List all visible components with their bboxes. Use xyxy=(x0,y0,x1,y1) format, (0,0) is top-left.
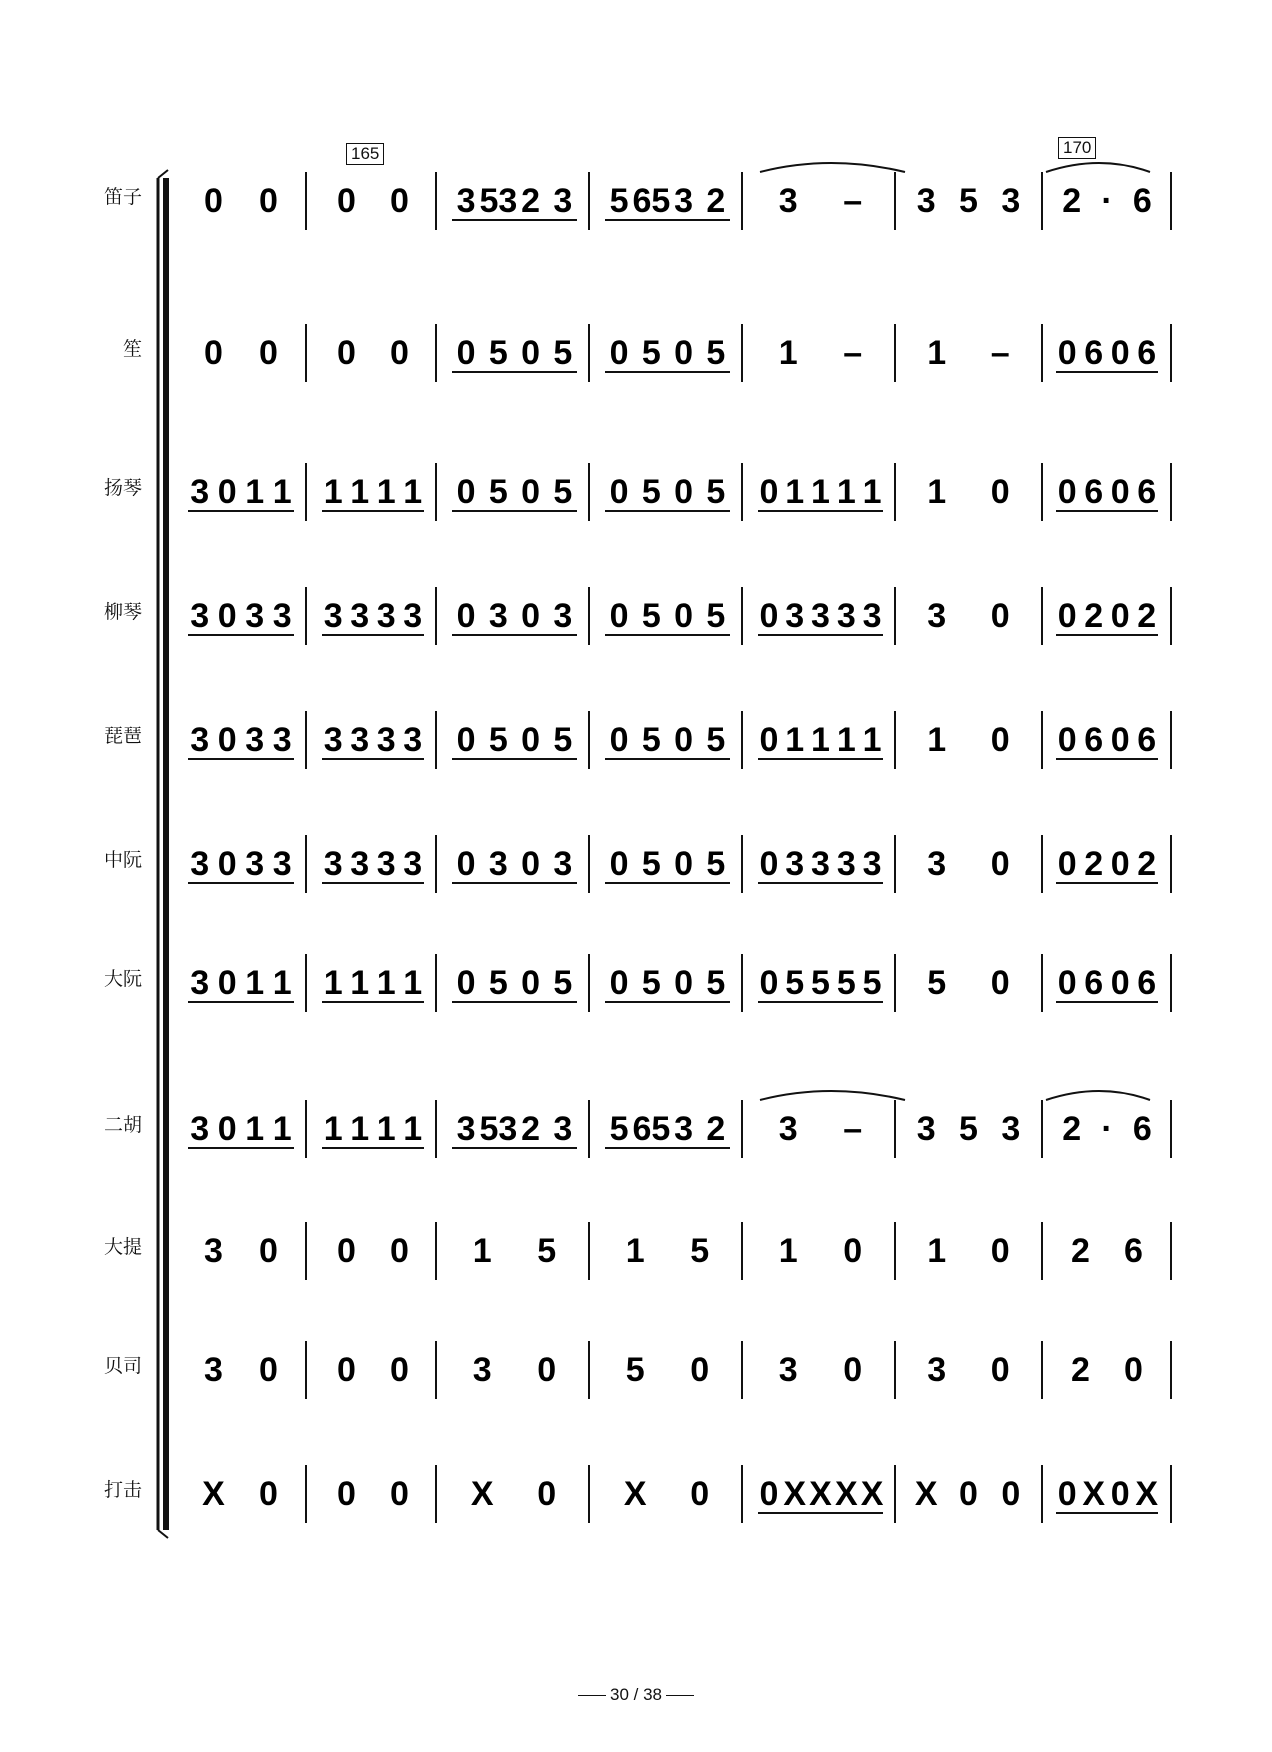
note: 0 xyxy=(759,597,779,635)
note: 5 xyxy=(553,721,573,759)
note: 6 xyxy=(1137,721,1157,759)
note: 5 xyxy=(553,473,573,511)
note: 3 xyxy=(376,721,396,759)
note: 3 xyxy=(272,845,292,883)
note: 5 xyxy=(706,473,726,511)
note: 0 xyxy=(990,473,1010,511)
rehearsal-mark-170: 170 xyxy=(1058,137,1096,159)
note: 0 xyxy=(990,1351,1010,1389)
note: 3 xyxy=(245,597,265,635)
note: 2 xyxy=(706,1110,726,1148)
note: 0 xyxy=(609,597,629,635)
note: 5 xyxy=(959,182,978,220)
note: 1 xyxy=(323,964,343,1002)
note: 0 xyxy=(990,721,1010,759)
note: 0 xyxy=(674,334,694,372)
note: 53 xyxy=(479,1110,518,1148)
note: 0 xyxy=(537,1351,557,1389)
note: 3 xyxy=(323,721,343,759)
note: 1 xyxy=(862,473,882,511)
note: 5 xyxy=(811,964,830,1002)
note: 5 xyxy=(625,1351,645,1389)
note: 3 xyxy=(204,1232,223,1270)
note: 0 xyxy=(843,1351,863,1389)
note: 1 xyxy=(927,334,947,372)
note: 3 xyxy=(927,1351,947,1389)
note: 3 xyxy=(456,1110,476,1148)
note: 3 xyxy=(778,182,798,220)
note: 3 xyxy=(811,845,830,883)
note: 3 xyxy=(190,964,210,1002)
instrument-label: 笛子 xyxy=(103,186,142,208)
note: 5 xyxy=(609,1110,629,1148)
note: 0 xyxy=(259,1475,278,1513)
note: 1 xyxy=(350,473,370,511)
bracket-top xyxy=(158,170,168,178)
instrument-label: 扬琴 xyxy=(103,477,142,499)
note: 0 xyxy=(609,721,629,759)
note: X xyxy=(783,1475,807,1513)
note: 3 xyxy=(376,845,396,883)
note: 2 xyxy=(1137,845,1157,883)
note: 3 xyxy=(553,1110,573,1148)
note: 1 xyxy=(272,964,292,1002)
note: – xyxy=(843,1110,863,1148)
note: 3 xyxy=(350,721,370,759)
slur xyxy=(1046,163,1150,172)
note: 5 xyxy=(641,334,661,372)
instrument-label: 贝司 xyxy=(103,1355,142,1377)
note: 6 xyxy=(1132,1110,1152,1148)
note: 3 xyxy=(190,597,210,635)
note: 6 xyxy=(1137,473,1157,511)
note: 0 xyxy=(337,334,356,372)
note: 1 xyxy=(323,473,343,511)
note: 3 xyxy=(778,1351,798,1389)
note: X xyxy=(202,1475,225,1513)
note: 0 xyxy=(1057,964,1077,1002)
note: 1 xyxy=(403,473,423,511)
note: X xyxy=(860,1475,884,1513)
note: 0 xyxy=(690,1351,710,1389)
note: 5 xyxy=(641,597,661,635)
note: 6 xyxy=(1124,1232,1143,1270)
note: 1 xyxy=(836,721,856,759)
note: 0 xyxy=(456,845,476,883)
note: 3 xyxy=(836,845,856,883)
note: 0 xyxy=(217,597,237,635)
note: 0 xyxy=(1110,334,1130,372)
note: 0 xyxy=(521,721,541,759)
note: X xyxy=(834,1475,858,1513)
note: 3 xyxy=(927,597,947,635)
note: 0 xyxy=(843,1232,863,1270)
note: 0 xyxy=(759,721,779,759)
note: X xyxy=(914,1475,938,1513)
page-footer xyxy=(0,1685,1272,1705)
note: 0 xyxy=(990,964,1010,1002)
note: 0 xyxy=(204,182,223,220)
note: 0 xyxy=(1110,845,1130,883)
instrument-label: 中阮 xyxy=(103,849,142,871)
note: 0 xyxy=(456,721,476,759)
note: 3 xyxy=(553,182,573,220)
note: X xyxy=(1135,1475,1159,1513)
note: 1 xyxy=(836,473,856,511)
note: 0 xyxy=(609,845,629,883)
note: 3 xyxy=(272,721,292,759)
note: 1 xyxy=(785,473,805,511)
note: – xyxy=(990,334,1010,372)
note: 5 xyxy=(641,473,661,511)
note: 2 xyxy=(1062,1110,1082,1148)
note: 3 xyxy=(488,845,508,883)
note: 0 xyxy=(1124,1351,1143,1389)
note: · xyxy=(1101,1110,1113,1148)
note: 5 xyxy=(927,964,947,1002)
note: 0 xyxy=(217,1110,237,1148)
note: 5 xyxy=(488,964,508,1002)
note: 65 xyxy=(632,182,671,220)
note: 0 xyxy=(390,1475,409,1513)
note: 0 xyxy=(337,1351,356,1389)
note: 1 xyxy=(403,1110,423,1148)
note: 0 xyxy=(390,1232,409,1270)
note: 1 xyxy=(778,1232,798,1270)
note: 5 xyxy=(537,1232,557,1270)
note: 5 xyxy=(641,721,661,759)
note: 0 xyxy=(990,1232,1010,1270)
note: 3 xyxy=(472,1351,492,1389)
note: 0 xyxy=(1057,334,1077,372)
note: 6 xyxy=(1137,334,1157,372)
note: 0 xyxy=(521,597,541,635)
note: 0 xyxy=(456,597,476,635)
note: 0 xyxy=(759,845,779,883)
note: 3 xyxy=(1001,1110,1021,1148)
instrument-label: 二胡 xyxy=(103,1114,142,1136)
instrument-label: 笙 xyxy=(122,338,142,360)
note: 0 xyxy=(1057,845,1077,883)
note: 0 xyxy=(537,1475,557,1513)
instrument-label: 大提 xyxy=(103,1236,142,1258)
note: 3 xyxy=(811,597,830,635)
note: 2 xyxy=(1062,182,1082,220)
note: 0 xyxy=(259,1232,278,1270)
note: 1 xyxy=(862,721,882,759)
note: 53 xyxy=(479,182,518,220)
note: 0 xyxy=(1110,1475,1130,1513)
instrument-label: 柳琴 xyxy=(103,601,142,623)
note: 0 xyxy=(759,1475,779,1513)
note: 2 xyxy=(1084,597,1104,635)
note: 3 xyxy=(376,597,396,635)
note: 5 xyxy=(488,334,508,372)
bracket-bottom xyxy=(158,1530,168,1538)
note: 0 xyxy=(674,964,694,1002)
footer-rule-right xyxy=(666,1695,694,1696)
note: 3 xyxy=(204,1351,223,1389)
note: 0 xyxy=(609,473,629,511)
note: 3 xyxy=(488,597,508,635)
note: 0 xyxy=(759,473,779,511)
note: 0 xyxy=(456,473,476,511)
note: 0 xyxy=(337,1475,356,1513)
note: 6 xyxy=(1084,334,1104,372)
note: 3 xyxy=(403,721,423,759)
note: 0 xyxy=(1001,1475,1021,1513)
note: 3 xyxy=(272,597,292,635)
note: 3 xyxy=(190,845,210,883)
note: 5 xyxy=(641,845,661,883)
note: 0 xyxy=(674,845,694,883)
note: 0 xyxy=(1110,473,1130,511)
note: 0 xyxy=(609,964,629,1002)
note: 3 xyxy=(674,1110,694,1148)
note: 5 xyxy=(488,473,508,511)
note: 5 xyxy=(553,334,573,372)
note: 5 xyxy=(488,721,508,759)
note: 1 xyxy=(376,964,396,1002)
note: 0 xyxy=(1110,597,1130,635)
note: 3 xyxy=(862,597,882,635)
note: 1 xyxy=(350,964,370,1002)
note: 3 xyxy=(916,182,936,220)
note: 0 xyxy=(259,182,278,220)
note: 0 xyxy=(609,334,629,372)
note: 3 xyxy=(456,182,476,220)
note: 0 xyxy=(1057,1475,1077,1513)
note: 0 xyxy=(1110,721,1130,759)
note: 3 xyxy=(245,845,265,883)
note: 5 xyxy=(959,1110,978,1148)
note: 0 xyxy=(390,1351,409,1389)
note: 1 xyxy=(272,1110,292,1148)
instrument-label: 大阮 xyxy=(103,968,142,990)
note: 0 xyxy=(990,597,1010,635)
note: 0 xyxy=(390,334,409,372)
note: X xyxy=(623,1475,647,1513)
note: 5 xyxy=(641,964,661,1002)
note: 3 xyxy=(350,845,370,883)
note: 0 xyxy=(217,473,237,511)
note: 0 xyxy=(959,1475,978,1513)
note: 0 xyxy=(674,597,694,635)
note: 1 xyxy=(785,721,805,759)
note: 6 xyxy=(1084,721,1104,759)
note: 0 xyxy=(690,1475,710,1513)
note: 2 xyxy=(1084,845,1104,883)
note: 5 xyxy=(836,964,856,1002)
note: 0 xyxy=(1057,473,1077,511)
note: 1 xyxy=(245,1110,265,1148)
note: 3 xyxy=(785,845,805,883)
note: 1 xyxy=(376,1110,396,1148)
rehearsal-mark-165: 165 xyxy=(346,143,384,165)
note: 0 xyxy=(217,721,237,759)
note: 3 xyxy=(190,473,210,511)
note: 0 xyxy=(456,334,476,372)
instrument-label: 打击 xyxy=(103,1479,142,1501)
note: 1 xyxy=(811,721,830,759)
note: 1 xyxy=(927,721,947,759)
note: 0 xyxy=(674,721,694,759)
note: 1 xyxy=(323,1110,343,1148)
note: 3 xyxy=(190,721,210,759)
note: 65 xyxy=(632,1110,671,1148)
note: 0 xyxy=(204,334,223,372)
note: 6 xyxy=(1084,964,1104,1002)
note: 1 xyxy=(778,334,798,372)
note: 1 xyxy=(927,1232,947,1270)
note: 0 xyxy=(521,473,541,511)
note: 1 xyxy=(376,473,396,511)
note: 5 xyxy=(706,964,726,1002)
note: 1 xyxy=(811,473,830,511)
note: 0 xyxy=(217,845,237,883)
note: 2 xyxy=(521,1110,541,1148)
note: 0 xyxy=(456,964,476,1002)
note: 0 xyxy=(521,964,541,1002)
note: 1 xyxy=(272,473,292,511)
note: 1 xyxy=(403,964,423,1002)
note: 3 xyxy=(403,845,423,883)
note: 3 xyxy=(403,597,423,635)
note: 3 xyxy=(916,1110,936,1148)
note: 0 xyxy=(390,182,409,220)
slur xyxy=(1046,1091,1150,1100)
note: 0 xyxy=(521,845,541,883)
note: 3 xyxy=(862,845,882,883)
note: 5 xyxy=(706,334,726,372)
note: · xyxy=(1101,182,1113,220)
note: 3 xyxy=(323,597,343,635)
note: 5 xyxy=(785,964,805,1002)
note: – xyxy=(843,182,863,220)
note: 3 xyxy=(350,597,370,635)
note: 3 xyxy=(674,182,694,220)
note: 3 xyxy=(785,597,805,635)
note: 3 xyxy=(190,1110,210,1148)
note: 0 xyxy=(1110,964,1130,1002)
note: 3 xyxy=(323,845,343,883)
note: 5 xyxy=(690,1232,710,1270)
note: 1 xyxy=(625,1232,645,1270)
note: 2 xyxy=(521,182,541,220)
note: 0 xyxy=(259,1351,278,1389)
note: X xyxy=(1082,1475,1106,1513)
instrument-label: 琵琶 xyxy=(103,725,142,747)
note: 0 xyxy=(759,964,779,1002)
note: 2 xyxy=(1137,597,1157,635)
note: 5 xyxy=(862,964,882,1002)
footer-rule-left xyxy=(578,1695,606,1696)
note: 1 xyxy=(245,964,265,1002)
note: 3 xyxy=(553,845,573,883)
note: 5 xyxy=(609,182,629,220)
note: X xyxy=(470,1475,494,1513)
note: 0 xyxy=(674,473,694,511)
note: 0 xyxy=(1057,597,1077,635)
note: 5 xyxy=(706,721,726,759)
note: 0 xyxy=(259,334,278,372)
page-number: 30 / 38 xyxy=(610,1685,662,1704)
note: 0 xyxy=(1057,721,1077,759)
note: 3 xyxy=(553,597,573,635)
note: 0 xyxy=(521,334,541,372)
note: 2 xyxy=(706,182,726,220)
note: X xyxy=(809,1475,832,1513)
note: 5 xyxy=(706,597,726,635)
note: 3 xyxy=(836,597,856,635)
note: 1 xyxy=(245,473,265,511)
note: 1 xyxy=(927,473,947,511)
note: 0 xyxy=(217,964,237,1002)
slur xyxy=(760,163,905,172)
note: 1 xyxy=(350,1110,370,1148)
note: 0 xyxy=(990,845,1010,883)
note: 3 xyxy=(1001,182,1021,220)
note: 6 xyxy=(1132,182,1152,220)
note: 0 xyxy=(337,182,356,220)
note: 2 xyxy=(1071,1351,1090,1389)
slur xyxy=(760,1091,905,1100)
note: 5 xyxy=(706,845,726,883)
note: 3 xyxy=(778,1110,798,1148)
note: 6 xyxy=(1084,473,1104,511)
note: 2 xyxy=(1071,1232,1090,1270)
note: 3 xyxy=(245,721,265,759)
note: 3 xyxy=(927,845,947,883)
note: 1 xyxy=(472,1232,492,1270)
note: 5 xyxy=(553,964,573,1002)
note: 0 xyxy=(337,1232,356,1270)
note: – xyxy=(843,334,863,372)
note: 6 xyxy=(1137,964,1157,1002)
